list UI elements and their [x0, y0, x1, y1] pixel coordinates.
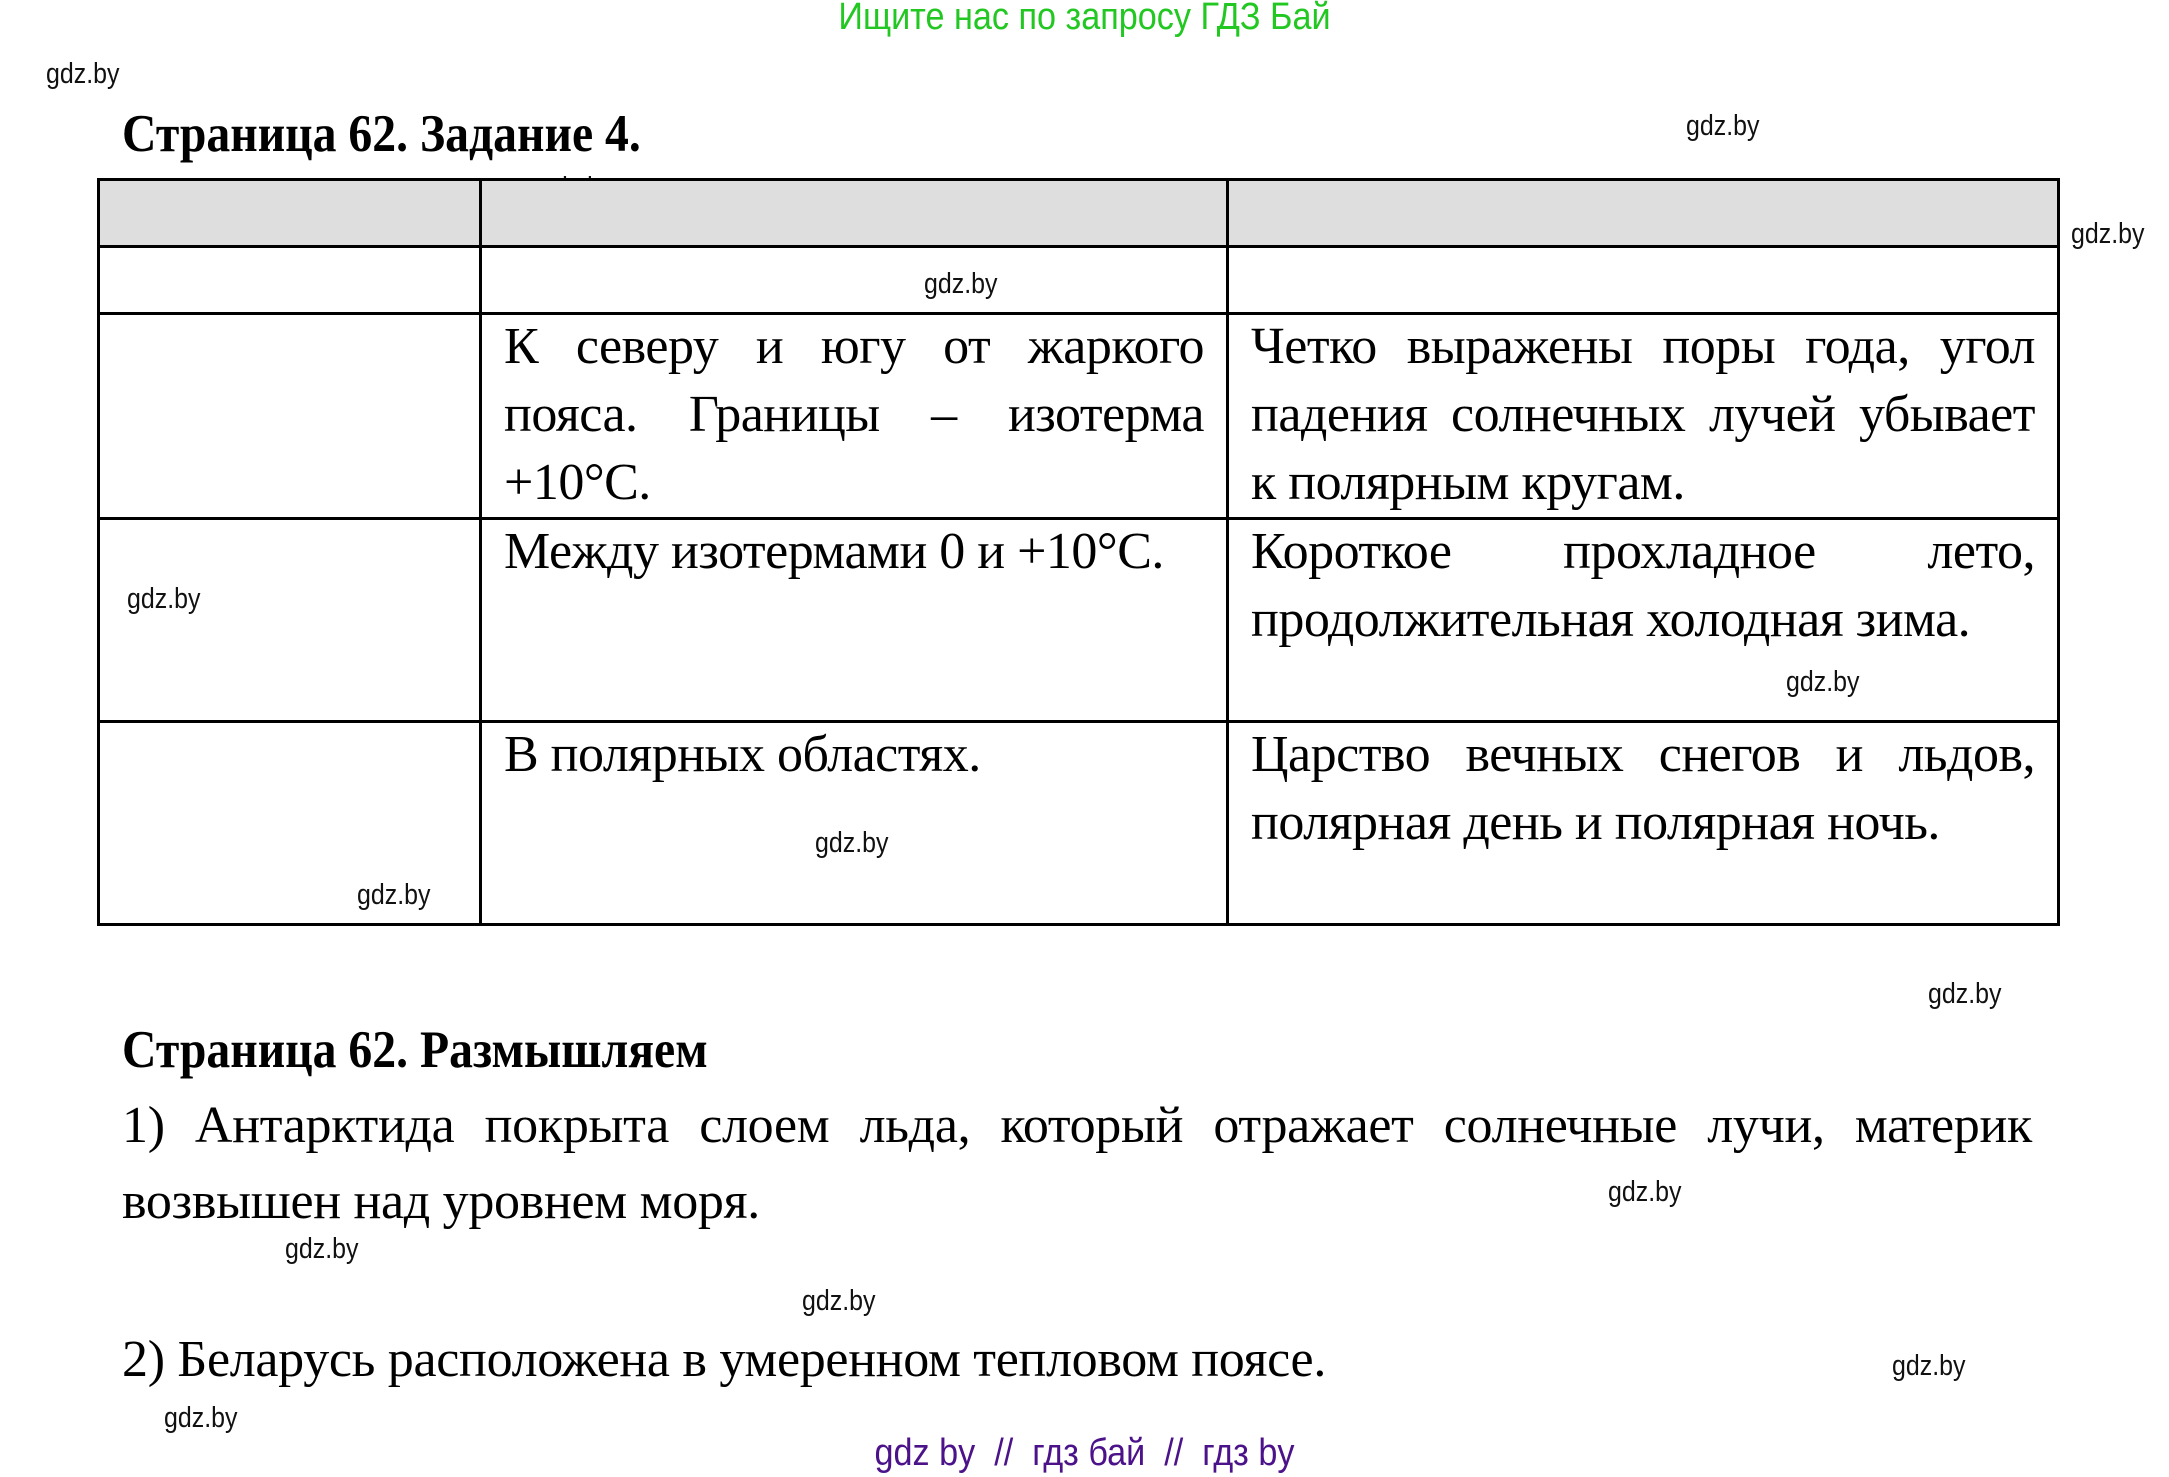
zone-cell: [99, 722, 481, 925]
watermark: gdz.by: [2071, 218, 2145, 250]
watermark: gdz.by: [815, 827, 889, 859]
zone-cell: [99, 314, 481, 519]
features-cell: [1228, 519, 2059, 722]
table-row: [99, 519, 2059, 722]
features-text: Четко выражены поры года, угол падения солнечных лучей убывает к полярным кругам.: [1251, 318, 2035, 511]
watermark: gdz.by: [164, 1402, 238, 1434]
search-banner: Ищите нас по запросу ГДЗ Бай: [838, 0, 1331, 38]
watermark: gdz.by: [46, 58, 120, 90]
location-text: К северу и югу от жаркого пояса. Границы – изотерма +10°С.: [504, 318, 1204, 511]
features-text: Царство вечных снегов и льдов, полярная день и полярная ночь.: [1251, 726, 2035, 851]
watermark: gdz.by: [1892, 1350, 1966, 1382]
section-title-task4: Страница 62. Задание 4.: [122, 105, 641, 163]
watermark: gdz.by: [924, 268, 998, 300]
location-cell: [481, 519, 1228, 722]
location-cell: [481, 722, 1228, 925]
location-text: В полярных областях.: [504, 726, 981, 783]
answer-paragraph-1: 1) Антарктида покрыта слоем льда, который отражает солнечные лучи, материк возвышен над уровнем моря.: [122, 1097, 2032, 1230]
location-cell: [481, 314, 1228, 519]
footer-links: gdz by // гдз бай // гдз by: [874, 1432, 1295, 1474]
table-row: [99, 722, 2059, 925]
features-text: Короткое прохладное лето, продолжительная холодная зима.: [1251, 523, 2035, 648]
header-cell: [1228, 180, 2059, 247]
watermark: gdz.by: [357, 879, 431, 911]
watermark: gdz.by: [802, 1285, 876, 1317]
features-cell: [1228, 722, 2059, 925]
location-text: Между изотермами 0 и +10°С.: [504, 523, 1164, 580]
watermark: gdz.by: [127, 583, 201, 615]
subheader-cell: [481, 247, 1228, 314]
zone-cell: [99, 519, 481, 722]
header-cell: [99, 180, 481, 247]
climate-zones-table: [97, 178, 2060, 926]
table-row: [99, 314, 2059, 519]
watermark: gdz.by: [1928, 978, 2002, 1010]
features-cell: [1228, 314, 2059, 519]
watermark: gdz.by: [1786, 666, 1860, 698]
watermark: gdz.by: [285, 1233, 359, 1265]
table-subheader-row: [99, 247, 2059, 314]
subheader-cell: [1228, 247, 2059, 314]
table-header-row: [99, 180, 2059, 247]
answer-paragraph-2: 2) Беларусь расположена в умеренном тепловом поясе.: [122, 1331, 1327, 1388]
watermark: gdz.by: [1608, 1176, 1682, 1208]
subheader-cell: [99, 247, 481, 314]
section-title-reflect: Страница 62. Размышляем: [122, 1021, 708, 1079]
header-cell: [481, 180, 1228, 247]
watermark: gdz.by: [1686, 110, 1760, 142]
